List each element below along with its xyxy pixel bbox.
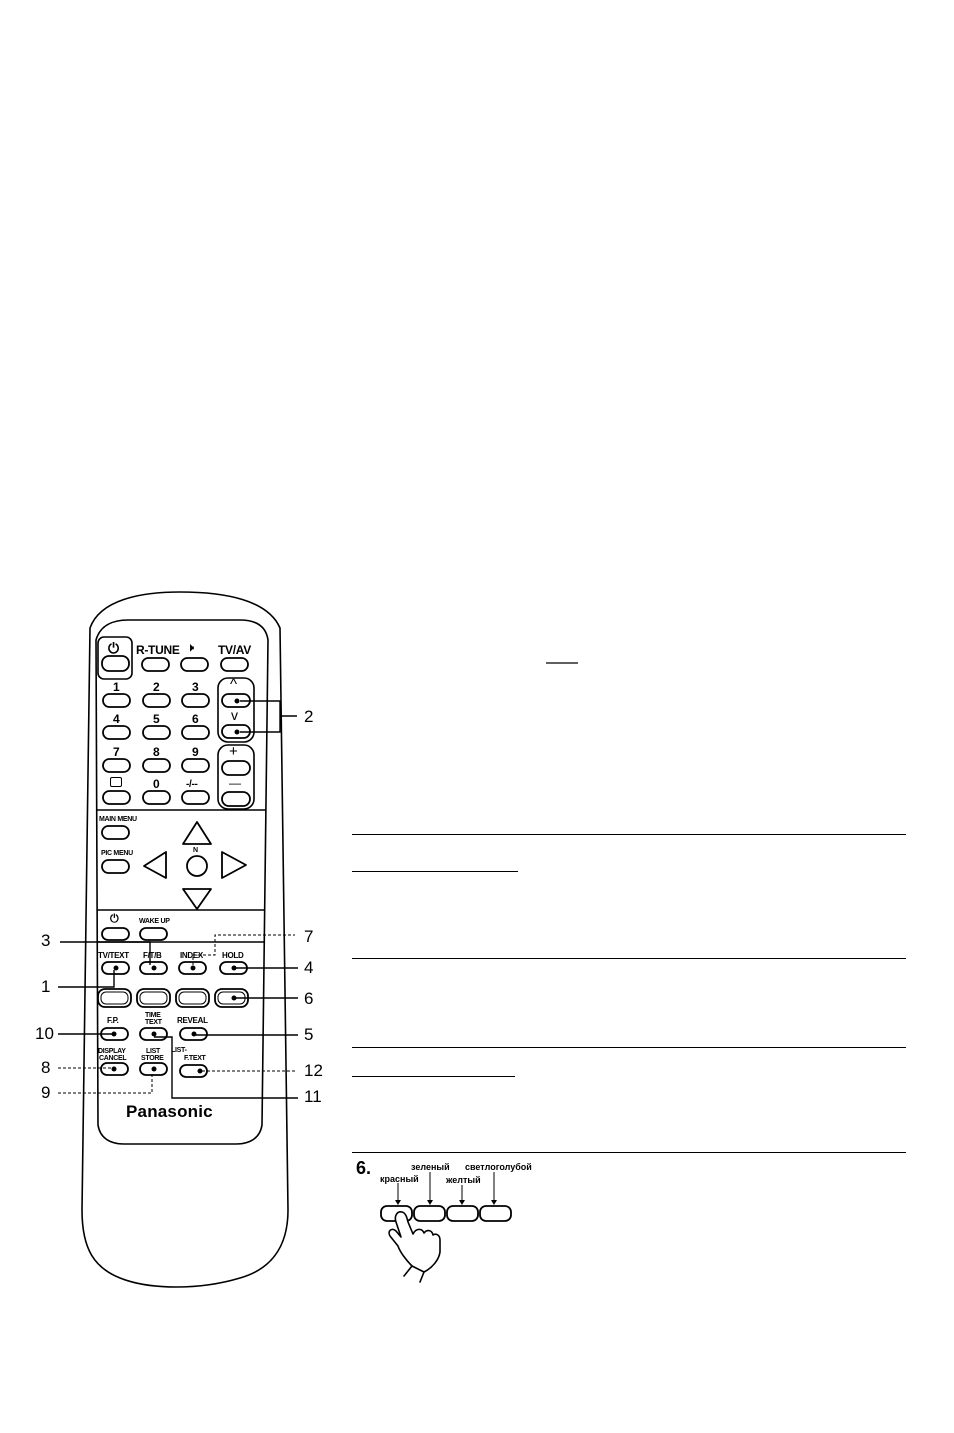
list-ftext-label-1: LIST-	[171, 1047, 187, 1054]
reveal-label: REVEAL	[177, 1016, 208, 1025]
power-button	[102, 656, 129, 671]
digit-9-button	[182, 759, 209, 772]
vol-minus-label: —	[229, 776, 241, 790]
digit-5-label: 5	[153, 712, 160, 726]
hold-label: HOLD	[222, 951, 244, 960]
callout-8: 8	[41, 1058, 51, 1077]
color-label-red: красный	[380, 1174, 419, 1184]
tv-av-button	[221, 658, 248, 671]
rule-4	[352, 1152, 906, 1153]
pic-menu-button	[102, 860, 129, 873]
step6-cyan-button	[480, 1206, 511, 1221]
rule-1	[352, 834, 906, 835]
tv-text-label: TV/TEXT	[98, 951, 129, 960]
callout-5: 5	[304, 1025, 314, 1044]
rule-short-2	[352, 1076, 515, 1077]
wake-up-label: WAKE UP	[139, 918, 170, 925]
r-tune-button	[142, 658, 169, 671]
vol-plus-label: +	[229, 743, 238, 760]
mute-icon: 🕨	[187, 642, 194, 654]
vol-plus-button	[222, 761, 250, 775]
digit-4-label: 4	[113, 712, 120, 726]
digit-2-label: 2	[153, 680, 160, 694]
digit-9-label: 9	[192, 745, 199, 759]
time-text-label-2: TEXT	[145, 1019, 162, 1026]
list-store-label-1: LIST	[146, 1048, 160, 1055]
time-text-label-1: TIME	[145, 1012, 161, 1019]
callout-4: 4	[304, 958, 314, 977]
nav-up-arrow	[183, 822, 211, 844]
step-6-number: 6.	[356, 1158, 372, 1178]
step6-yellow-button	[447, 1206, 478, 1221]
wake-up-button	[140, 928, 167, 940]
index-label: INDEX	[180, 951, 203, 960]
digit-3-label: 3	[192, 680, 199, 694]
input-select-icon	[110, 777, 122, 787]
display-cancel-label-2: CANCEL	[99, 1055, 127, 1062]
callout-10: 10	[35, 1024, 54, 1043]
callout-9: 9	[41, 1083, 51, 1102]
mute-button	[181, 658, 208, 671]
n-label: N	[193, 847, 198, 854]
rule-2	[352, 958, 906, 959]
callout-12: 12	[304, 1061, 323, 1080]
main-menu-button	[102, 826, 129, 839]
callout-2: 2	[304, 707, 314, 726]
brand-logo: Panasonic	[126, 1102, 213, 1121]
digit-6-label: 6	[192, 712, 199, 726]
fp-label: F.P.	[107, 1016, 119, 1025]
digit-4-button	[103, 726, 130, 739]
callout-1: 1	[41, 977, 51, 996]
digit-7-button	[103, 759, 130, 772]
digit-1-button	[103, 694, 130, 707]
digit-8-button	[143, 759, 170, 772]
power-icon: ⏻	[108, 640, 119, 656]
dash-button	[182, 791, 209, 804]
main-menu-label: MAIN MENU	[99, 816, 137, 823]
callout-7: 7	[304, 927, 314, 946]
digit-0-label: 0	[153, 777, 160, 791]
digit-6-button	[182, 726, 209, 739]
rule-3	[352, 1047, 906, 1048]
callout-3: 3	[41, 931, 51, 950]
callout-6: 6	[304, 989, 314, 1008]
pic-menu-label: PIC MENU	[101, 850, 133, 857]
digit-0-button	[143, 791, 170, 804]
dash-label: -/--	[186, 779, 198, 790]
ch-up-label: ^	[230, 676, 237, 693]
input-select-button	[103, 791, 130, 804]
list-store-label-2: STORE	[141, 1055, 164, 1062]
vol-minus-button	[222, 792, 250, 806]
r-tune-label: R-TUNE	[136, 643, 180, 657]
nav-down-arrow	[183, 889, 211, 909]
ch-down-label: v	[231, 707, 238, 723]
step6-green-button	[414, 1206, 445, 1221]
nav-left-arrow	[144, 852, 166, 878]
digit-8-label: 8	[153, 745, 160, 759]
digit-3-button	[182, 694, 209, 707]
digit-1-label: 1	[113, 680, 120, 694]
color-label-green: зеленый	[411, 1162, 450, 1172]
ftb-label: F/T/B	[143, 951, 162, 960]
digit-2-button	[143, 694, 170, 707]
nav-right-arrow	[222, 852, 246, 878]
color-label-yellow: желтый	[446, 1175, 481, 1185]
timer-icon: ⏻	[110, 913, 119, 925]
hand-pointer-icon	[389, 1212, 440, 1282]
timer-button	[102, 928, 129, 940]
list-ftext-label-2: F.TEXT	[184, 1055, 206, 1062]
color-label-cyan: светлоголубой	[465, 1162, 532, 1172]
callout-11: 11	[304, 1087, 322, 1106]
digit-7-label: 7	[113, 745, 120, 759]
rule-short-1	[352, 871, 518, 872]
display-cancel-label-1: DISPLAY	[98, 1048, 126, 1055]
digit-5-button	[143, 726, 170, 739]
tv-av-label: TV/AV	[218, 643, 251, 657]
nav-n-button	[187, 856, 207, 876]
